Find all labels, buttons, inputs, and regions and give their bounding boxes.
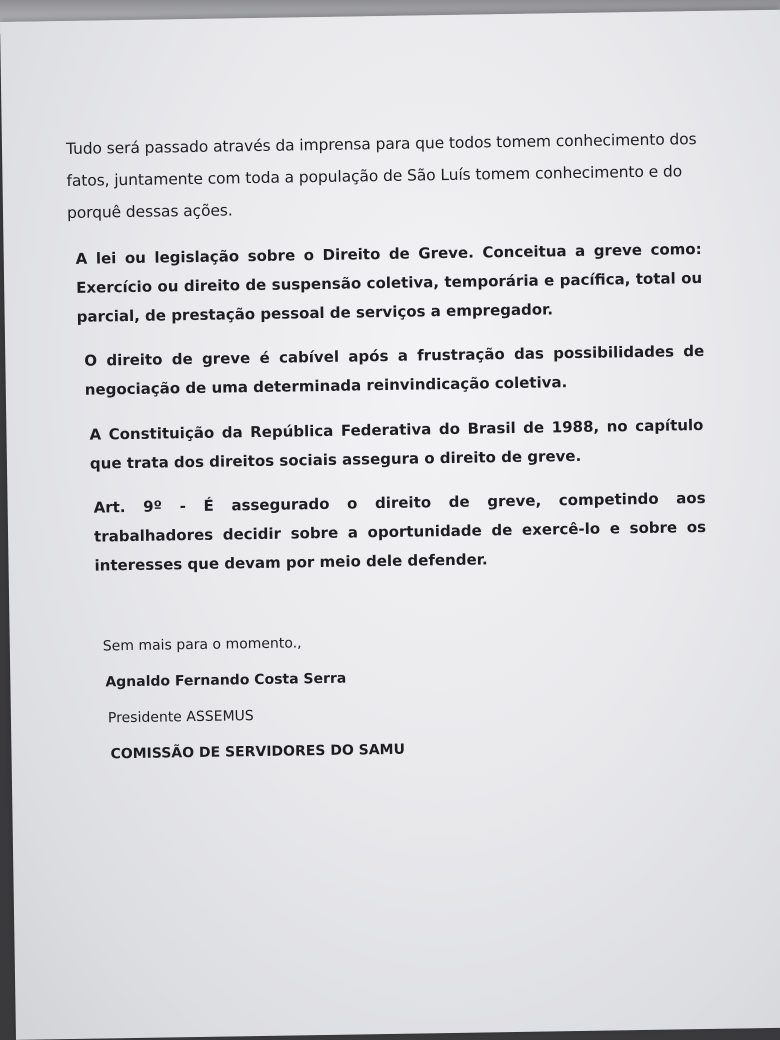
constitution-paragraph: A Constituição da República Federativa do Brasil de 1988, no capítulo que trata dos direitos sociais assegura o direito de greve. [89,416,704,473]
organization-name: COMISSÃO DE SERVIDORES DO SAMU [110,741,406,763]
signer-title: Presidente ASSEMUS [107,708,254,727]
paper-sheet [0,10,780,1040]
document-body [66,123,716,773]
signer-name: Agnaldo Fernando Costa Serra [105,670,347,691]
article-9-paragraph: Art. 9º - É assegurado o direito de greve, competindo aos trabalhadores decidir sobre a oportunidade de exercê-lo e sobre os interesses que devam por meio dele defender. [93,488,707,575]
closing-block [103,619,716,773]
intro-paragraph: Tudo será passado através da imprensa para que todos tomem conhecimento dos fatos, juntamente com toda a população de São Luís tomem conhecimento e do porquê dessas ações. [65,130,697,222]
strike-right-paragraph: O direito de greve é cabível após a frustração das possibilidades de negociação de uma determinada reinvindicação coletiva. [84,341,705,399]
salutation: Sem mais para o momento., [102,635,302,655]
strike-law-paragraph: A lei ou legislação sobre o Direito de Greve. Conceitua a greve como: Exercício ou direito de suspensão coletiva, temporária e pacífica, total ou parcial, de prestação pessoal de serviços a empregador. [75,240,703,326]
